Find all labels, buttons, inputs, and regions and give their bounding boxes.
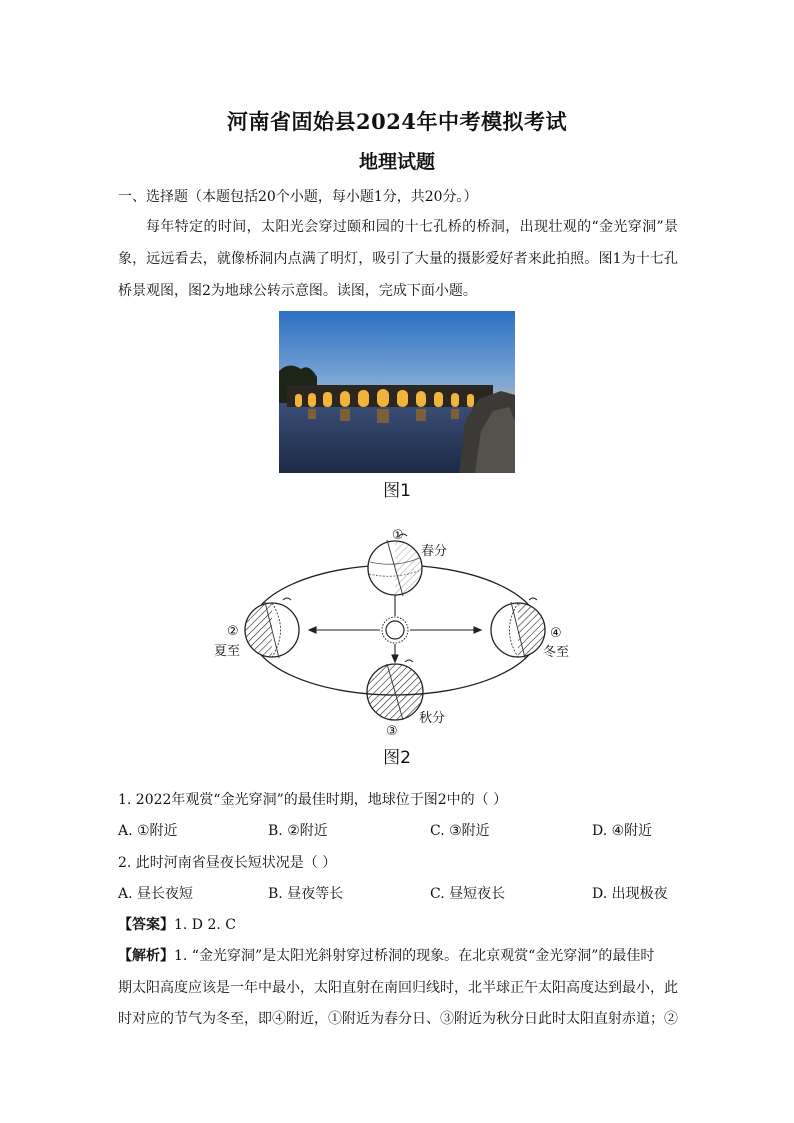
label-spring: 春分 [421,544,448,559]
page-subtitle: 地理试题 [358,151,435,173]
label-p3: ③ [386,724,398,739]
answer-text: 1. D 2. C [174,917,237,933]
label-p2: ② [227,624,239,639]
analysis-line-1 [118,945,678,965]
page-title: 河南省固始县2024年中考模拟考试 [227,109,567,134]
question-2-option-b: B. 昼夜等长 [268,886,344,902]
analysis-line-3: 时对应的节气为冬至，即④附近，①附近为春分日、③附近为秋分日此时太阳直射赤道；② [118,1011,678,1027]
figure1-caption: 图1 [383,481,411,501]
label-autumn: 秋分 [419,711,446,726]
question-1-option-b: B. ②附近 [268,823,328,839]
earth-orbit-diagram [205,522,585,740]
question-2-option-d: D. 出现极夜 [592,886,668,902]
answer-label: 【答案】 [118,917,174,933]
intro-paragraph: 每年特定的时间，太阳光会穿过颐和园的十七孔桥的桥洞，出现壮观的“金光穿洞”景象，远远看去，就像桥洞内点满了明灯，吸引了大量的摄影爱好者来此拍照。图1为十七孔桥景观图，图2为地球公转示意图。读图，完成下面小题。 [118,219,678,299]
analysis-text-1: 1. “金光穿洞”是太阳光斜射穿过桥洞的现象。在北京观赏“金光穿洞”的最佳时 [174,948,655,964]
question-1-option-c: C. ③附近 [430,823,490,839]
question-2-stem: 2. 此时河南省昼夜长短状况是（ ） [118,855,337,871]
question-1-option-d: D. ④附近 [592,823,653,839]
label-summer: 夏至 [214,644,241,659]
earth-spring-equinox [368,540,422,596]
earth-summer-solstice [245,602,299,658]
section-heading: 一、选择题（本题包括20个小题，每小题1分，共20分。） [118,189,478,205]
question-1-option-a: A. ①附近 [118,823,178,839]
question-1-stem: 1. 2022年观赏“金光穿洞”的最佳时期，地球位于图2中的（ ） [118,792,508,808]
analysis-label: 【解析】 [118,948,174,964]
label-p4: ④ [550,626,562,641]
label-p1: ① [392,528,404,543]
analysis-line-2: 期太阳高度应该是一年中最小，太阳直射在南回归线时，北半球正午太阳高度达到最小，此 [118,980,678,996]
earth-autumn-equinox [367,664,423,720]
question-2-option-c: C. 昼短夜长 [430,886,506,902]
question-2-option-a: A. 昼长夜短 [118,886,194,902]
earth-winter-solstice [491,602,545,658]
label-winter: 冬至 [543,645,570,660]
answer-line [118,914,678,934]
figure2-caption: 图2 [383,748,411,768]
sun-icon [382,617,408,643]
bridge-photo [279,311,515,473]
